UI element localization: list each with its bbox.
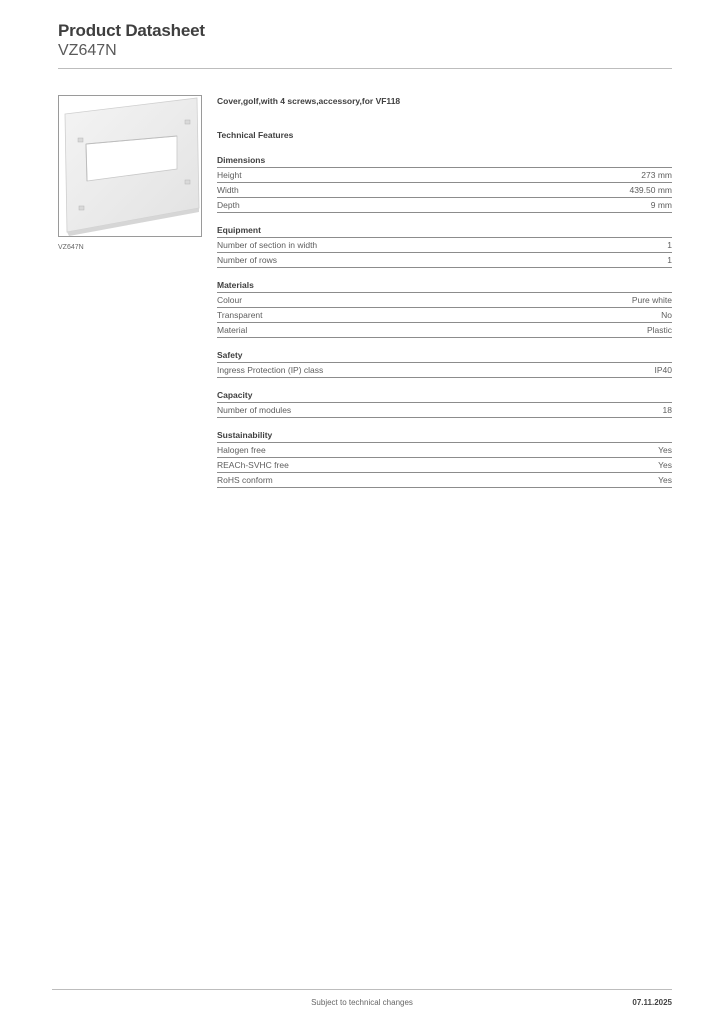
spec-value: Yes — [658, 475, 672, 485]
header-divider — [58, 68, 672, 69]
spec-label: Height — [217, 170, 242, 180]
spec-label: Material — [217, 325, 248, 335]
section-safety — [217, 350, 672, 378]
section-title: Safety — [217, 350, 672, 363]
section-capacity — [217, 390, 672, 418]
spec-value: No — [661, 310, 672, 320]
spec-label: Number of section in width — [217, 240, 318, 250]
spec-label: Halogen free — [217, 445, 266, 455]
spec-label: Transparent — [217, 310, 263, 320]
spec-value: 273 mm — [641, 170, 672, 180]
section-equipment — [217, 225, 672, 268]
spec-value: 1 — [667, 240, 672, 250]
spec-row — [217, 458, 672, 473]
section-title: Materials — [217, 280, 672, 293]
spec-label: Ingress Protection (IP) class — [217, 365, 324, 375]
spec-value: Yes — [658, 460, 672, 470]
spec-row — [217, 293, 672, 308]
page-header — [58, 20, 672, 60]
spec-label: Number of modules — [217, 405, 292, 415]
section-sustainability — [217, 430, 672, 488]
footer-date: 07.11.2025 — [632, 998, 672, 1007]
spec-value: 18 — [662, 405, 672, 415]
product-image — [58, 95, 202, 237]
spec-value: Yes — [658, 445, 672, 455]
spec-label: REACh-SVHC free — [217, 460, 289, 470]
spec-row — [217, 323, 672, 338]
page-title: Product Datasheet — [58, 21, 205, 40]
spec-label: RoHS conform — [217, 475, 273, 485]
section-title: Sustainability — [217, 430, 672, 443]
cover-plate-illustration — [59, 96, 202, 237]
spec-value: 1 — [667, 255, 672, 265]
spec-row — [217, 403, 672, 418]
spec-label: Number of rows — [217, 255, 277, 265]
datasheet-content — [217, 96, 672, 488]
footer-divider — [52, 989, 672, 990]
image-caption: VZ647N — [58, 244, 84, 251]
section-title: Capacity — [217, 390, 672, 403]
spec-row — [217, 363, 672, 378]
product-description: Cover,golf,with 4 screws,accessory,for VF118 — [217, 96, 401, 106]
spec-row — [217, 443, 672, 458]
spec-value: Plastic — [646, 325, 672, 335]
section-materials — [217, 280, 672, 338]
technical-features-title: Technical Features — [217, 130, 294, 140]
spec-row — [217, 473, 672, 488]
spec-row — [217, 183, 672, 198]
spec-row — [217, 198, 672, 213]
product-code: VZ647N — [58, 42, 117, 59]
footer-note: Subject to technical changes — [311, 998, 413, 1007]
spec-label: Width — [217, 185, 239, 195]
section-title: Equipment — [217, 225, 672, 238]
spec-label: Depth — [217, 200, 240, 210]
spec-label: Colour — [217, 295, 243, 305]
spec-value: Pure white — [631, 295, 672, 305]
spec-row — [217, 238, 672, 253]
section-dimensions — [217, 155, 672, 213]
spec-row — [217, 168, 672, 183]
section-title: Dimensions — [217, 155, 672, 168]
spec-value: 439.50 mm — [629, 185, 672, 195]
spec-row — [217, 253, 672, 268]
spec-value: 9 mm — [650, 200, 672, 210]
spec-row — [217, 308, 672, 323]
spec-value: IP40 — [654, 365, 672, 375]
